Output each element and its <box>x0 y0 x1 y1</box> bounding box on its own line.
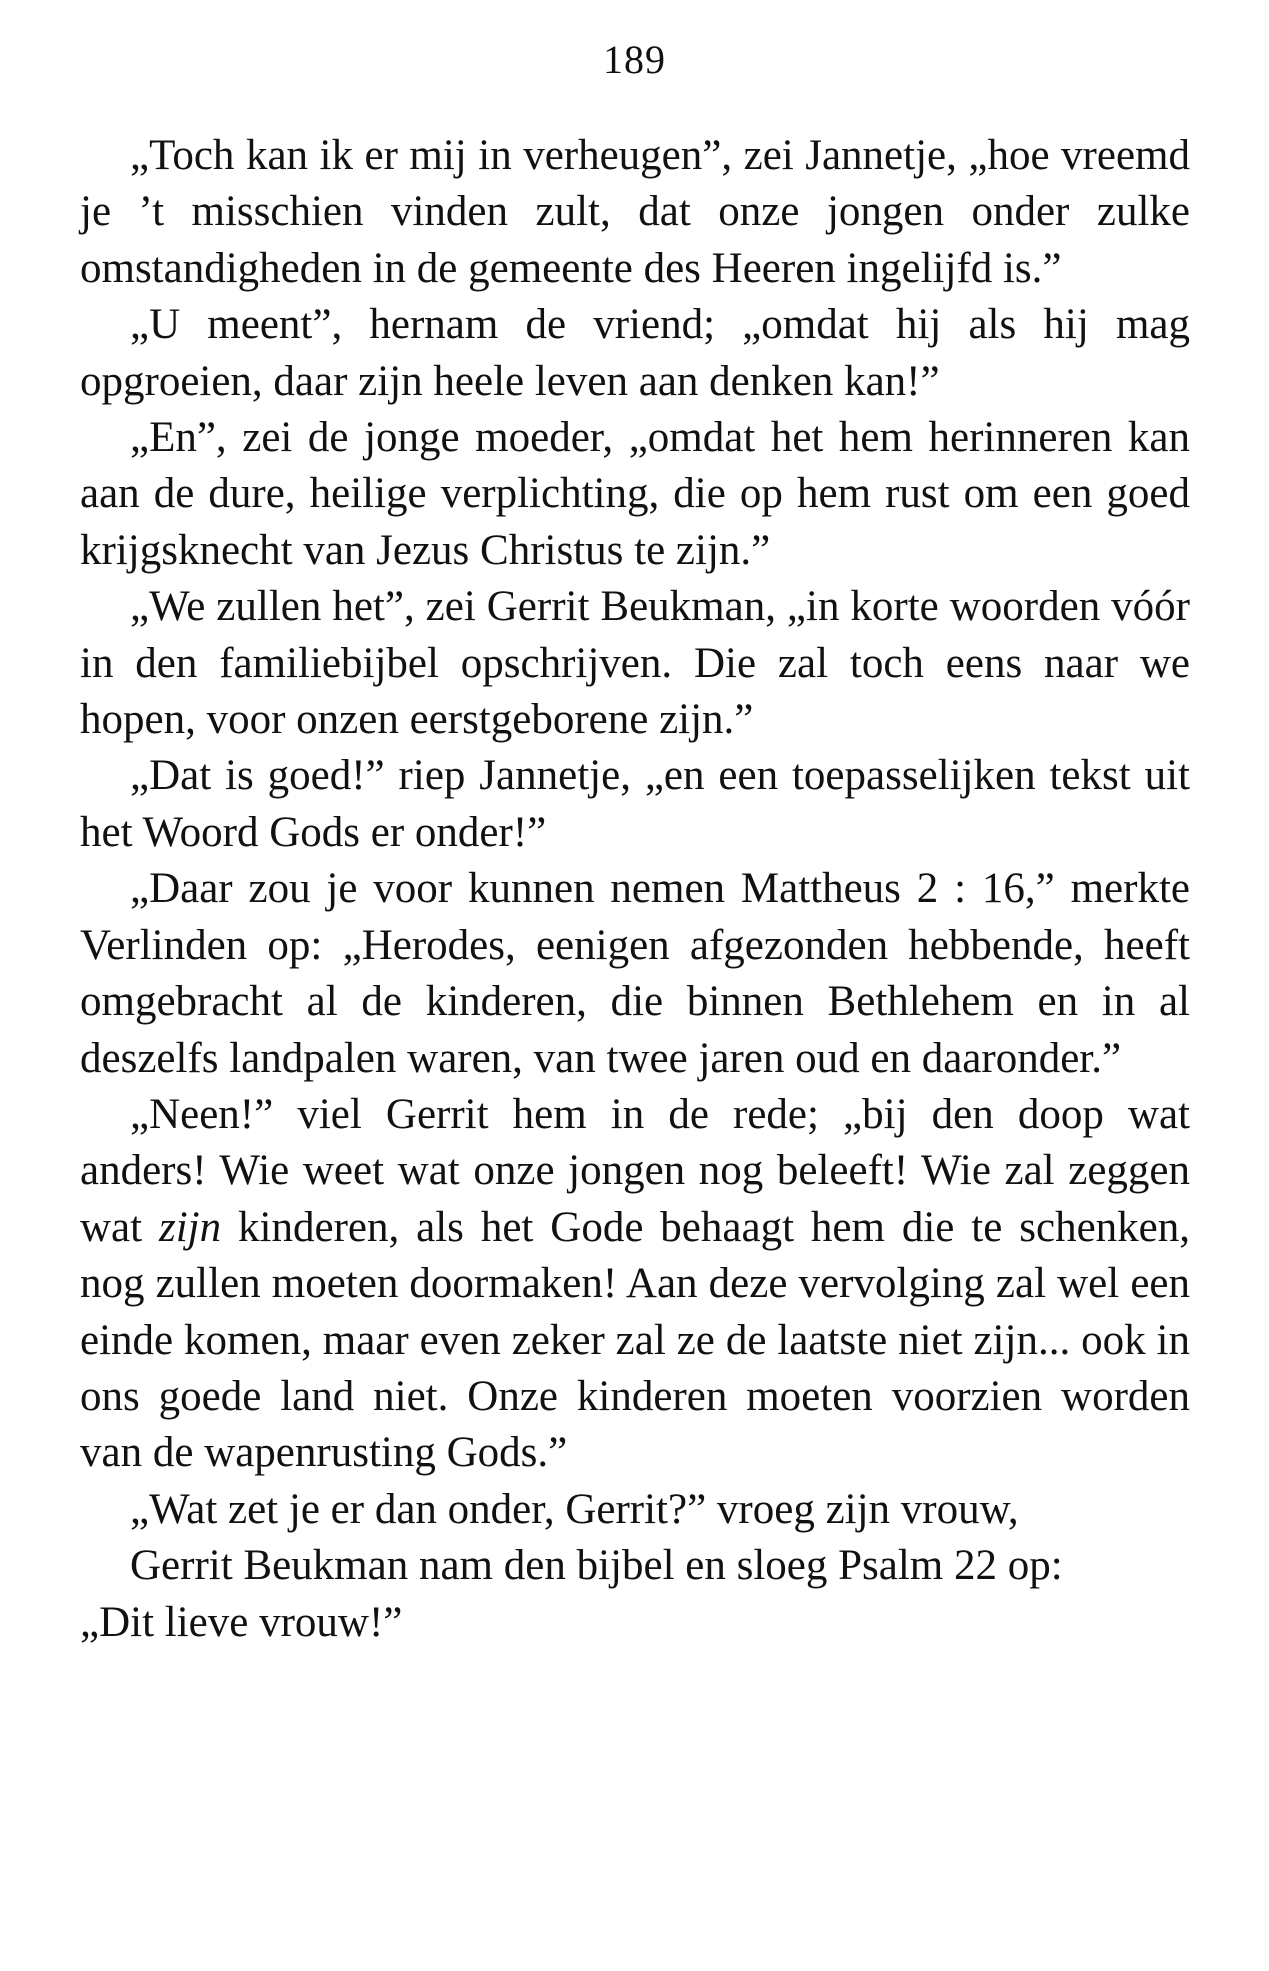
paragraph-9: Gerrit Beukman nam den bijbel en sloeg Psalm 22 op: <box>130 1542 1063 1590</box>
paragraph-8: „Wat zet je er dan onder, Gerrit?” vroeg zijn vrouw, <box>130 1485 1019 1533</box>
italic-word: zijn <box>159 1203 222 1251</box>
paragraph-3: „En”, zei de jonge moeder, „omdat het hem herinneren kan aan de dure, heilige verplichting, die op hem rust om een goed krijgsknecht van Jezus Christus te zijn.” <box>80 414 1190 574</box>
paragraph-5: „Dat is goed!” riep Jannetje, „en een toepasselijken tekst uit het Woord Gods er onder!” <box>80 752 1190 856</box>
paragraph-2: „U meent”, hernam de vriend; „omdat hij als hij mag opgroeien, daar zijn heele leven aan denken kan!” <box>80 301 1190 405</box>
paragraph-10: „Dit lieve vrouw!” <box>80 1598 403 1646</box>
page-number: 189 <box>603 37 666 82</box>
body-text <box>80 128 1190 1651</box>
paragraph-4: „We zullen het”, zei Gerrit Beukman, „in korte woorden vóór in den familiebijbel opschrijven. Die zal toch eens naar we hopen, voor onzen eerstgeborene zijn.” <box>80 583 1190 744</box>
paragraph-7 <box>80 1087 1190 1482</box>
paragraph-6: „Daar zou je voor kunnen nemen Mattheus 2 : 16,” merkte Verlinden op: „Herodes, eenigen afgezonden hebbende, heeft omgebracht al de kinderen, die binnen Bethlehem en in al deszelfs landpalen waren, van twee jaren oud en daaronder.” <box>80 865 1190 1082</box>
paragraph-7-part-1: „Neen!” viel Gerrit hem in de rede; „bij den doop wat anders! Wie weet wat onze jongen nog beleeft! Wie zal zeggen wat <box>80 1090 1190 1251</box>
paragraph-7-part-2: kinderen, als het Gode behaagt hem die te schenken, nog zullen moeten doormaken! Aan deze vervolging zal wel een einde komen, maar even zeker zal ze de laatste niet zijn... ook in ons goede land niet. Onze kinderen moeten voorzien worden van de wapenrusting Gods.” <box>80 1203 1190 1477</box>
paragraph-1: „Toch kan ik er mij in verheugen”, zei Jannetje, „hoe vreemd je ’t misschien vinden zult, dat onze jongen onder zulke omstandigheden in de gemeente des Heeren ingelijfd is.” <box>80 132 1190 292</box>
